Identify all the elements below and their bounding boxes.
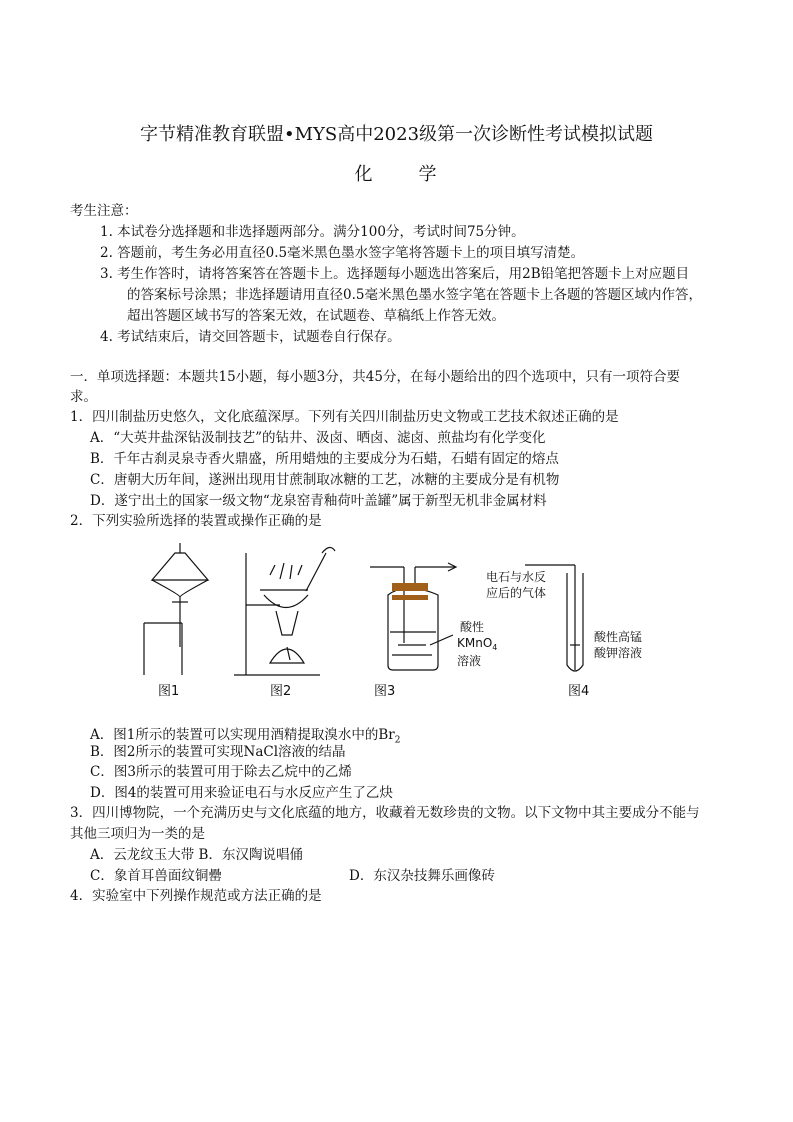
q2-figure — [130, 535, 670, 705]
q3-option-d: D．东汉杂技舞乐画像砖 — [349, 868, 495, 884]
q3-stem-cont: 其他三项归为一类的是 — [70, 826, 205, 842]
q1-option-b: B．千年古刹灵泉寺香火鼎盛，所用蜡烛的主要成分为石蜡，石蜡有固定的熔点 — [90, 451, 559, 467]
fig4-top-text-1: 电石与水反 — [486, 570, 547, 584]
subject-char-1: 化 — [354, 164, 375, 185]
fig3-text-2 — [457, 636, 497, 652]
fig3-label: 图3 — [374, 684, 396, 699]
section-heading-cont: 求。 — [70, 389, 97, 405]
fig4-side-text-1: 酸性高锰 — [594, 630, 643, 644]
q2-option-a-formula — [378, 727, 401, 746]
gas-washing-bottle-figure — [370, 563, 456, 670]
q1-option-c: C．唐朝大历年间，遂洲出现用甘蔗制取冰糖的工艺，冰糖的主要成分是有机物 — [90, 472, 560, 488]
notice-item-1: 1. 本试卷分选择题和非选择题两部分。满分100分，考试时间75分钟。 — [100, 224, 525, 240]
br-subscript: 2 — [394, 735, 401, 746]
notice-heading: 考生注意： — [70, 203, 138, 219]
q2-option-d: D．图4的装置可用来验证电石与水反应产生了乙炔 — [90, 785, 393, 801]
subject-char-2: 学 — [418, 164, 439, 185]
fig1-label: 图1 — [158, 684, 180, 699]
notice-item-3-cont2: 超出答题区域书写的答案无效，在试题卷、草稿纸上作答无效。 — [127, 308, 505, 324]
notice-item-2: 2. 答题前，考生务必用直径0.5毫米黑色墨水签字笔将答题卡上的项目填写清楚。 — [100, 245, 585, 261]
q3-option-c: C．象首耳兽面纹铜罍 — [90, 868, 222, 884]
subject-title — [0, 160, 793, 186]
fig4-top-text-2: 应后的气体 — [486, 586, 547, 600]
q2-option-b: B．图2所示的装置可实现NaCl溶液的结晶 — [90, 744, 346, 760]
q2-option-a-text: A．图1所示的装置可以实现用酒精提取溴水中的 — [90, 727, 379, 743]
q1-option-a: A．“大英井盐深钻汲制技艺”的钻井、汲卤、晒卤、滤卤、煎盐均有化学变化 — [90, 430, 546, 446]
br-symbol: Br — [378, 727, 395, 743]
fig3-kmno4-sub: 4 — [492, 643, 498, 652]
fig4-side-text-2: 酸钾溶液 — [594, 646, 643, 660]
exam-title: 字节精准教育联盟•MYS高中2023级第一次诊断性考试模拟试题 — [139, 124, 654, 145]
fig4-label: 图4 — [568, 684, 590, 699]
q2-stem: 2．下列实验所选择的装置或操作正确的是 — [70, 513, 322, 529]
q1-stem: 1．四川制盐历史悠久，文化底蕴深厚。下列有关四川制盐历史文物或工艺技术叙述正确的是 — [70, 409, 619, 425]
notice-item-3-cont1: 的答案标号涂黑；非选择题请用直径0.5毫米黑色墨水签字笔在答题卡上各题的答题区域内作答， — [127, 287, 702, 303]
fig3-text-1: 酸性 — [460, 620, 485, 634]
q2-option-c: C．图3所示的装置可用于除去乙烷中的乙烯 — [90, 764, 352, 780]
q1-option-d: D．遂宁出土的国家一级文物“龙泉窑青釉荷叶盖罐”属于新型无机非金属材料 — [90, 493, 547, 509]
notice-item-4: 4. 考试结束后，请交回答题卡，试题卷自行保存。 — [100, 329, 401, 345]
evaporating-dish-figure — [234, 547, 335, 675]
bottle-stopper-bottom — [392, 595, 428, 600]
section-heading: 一．单项选择题：本题共15小题，每小题3分，共45分，在每小题给出的四个选项中，只有一项符合要 — [70, 369, 680, 385]
fig3-kmno4: KMnO — [457, 636, 493, 650]
notice-item-3: 3. 考生作答时，请将答案答在答题卡上。选择题每小题选出答案后，用2B铅笔把答题卡上对应题目 — [100, 266, 690, 282]
bottle-stopper-top — [392, 583, 428, 591]
fig3-text-3: 溶液 — [457, 654, 482, 668]
fig2-label: 图2 — [270, 684, 292, 699]
q4-stem: 4．实验室中下列操作规范或方法正确的是 — [70, 888, 322, 904]
separatory-funnel-figure — [144, 543, 208, 675]
q3-stem: 3．四川博物院，一个充满历史与文化底蕴的地方，收藏着无数珍贵的文物。以下文物中其主要成分不能与 — [70, 805, 700, 821]
q3-options-ab: A．云龙纹玉大带 B．东汉陶说唱俑 — [90, 847, 303, 863]
